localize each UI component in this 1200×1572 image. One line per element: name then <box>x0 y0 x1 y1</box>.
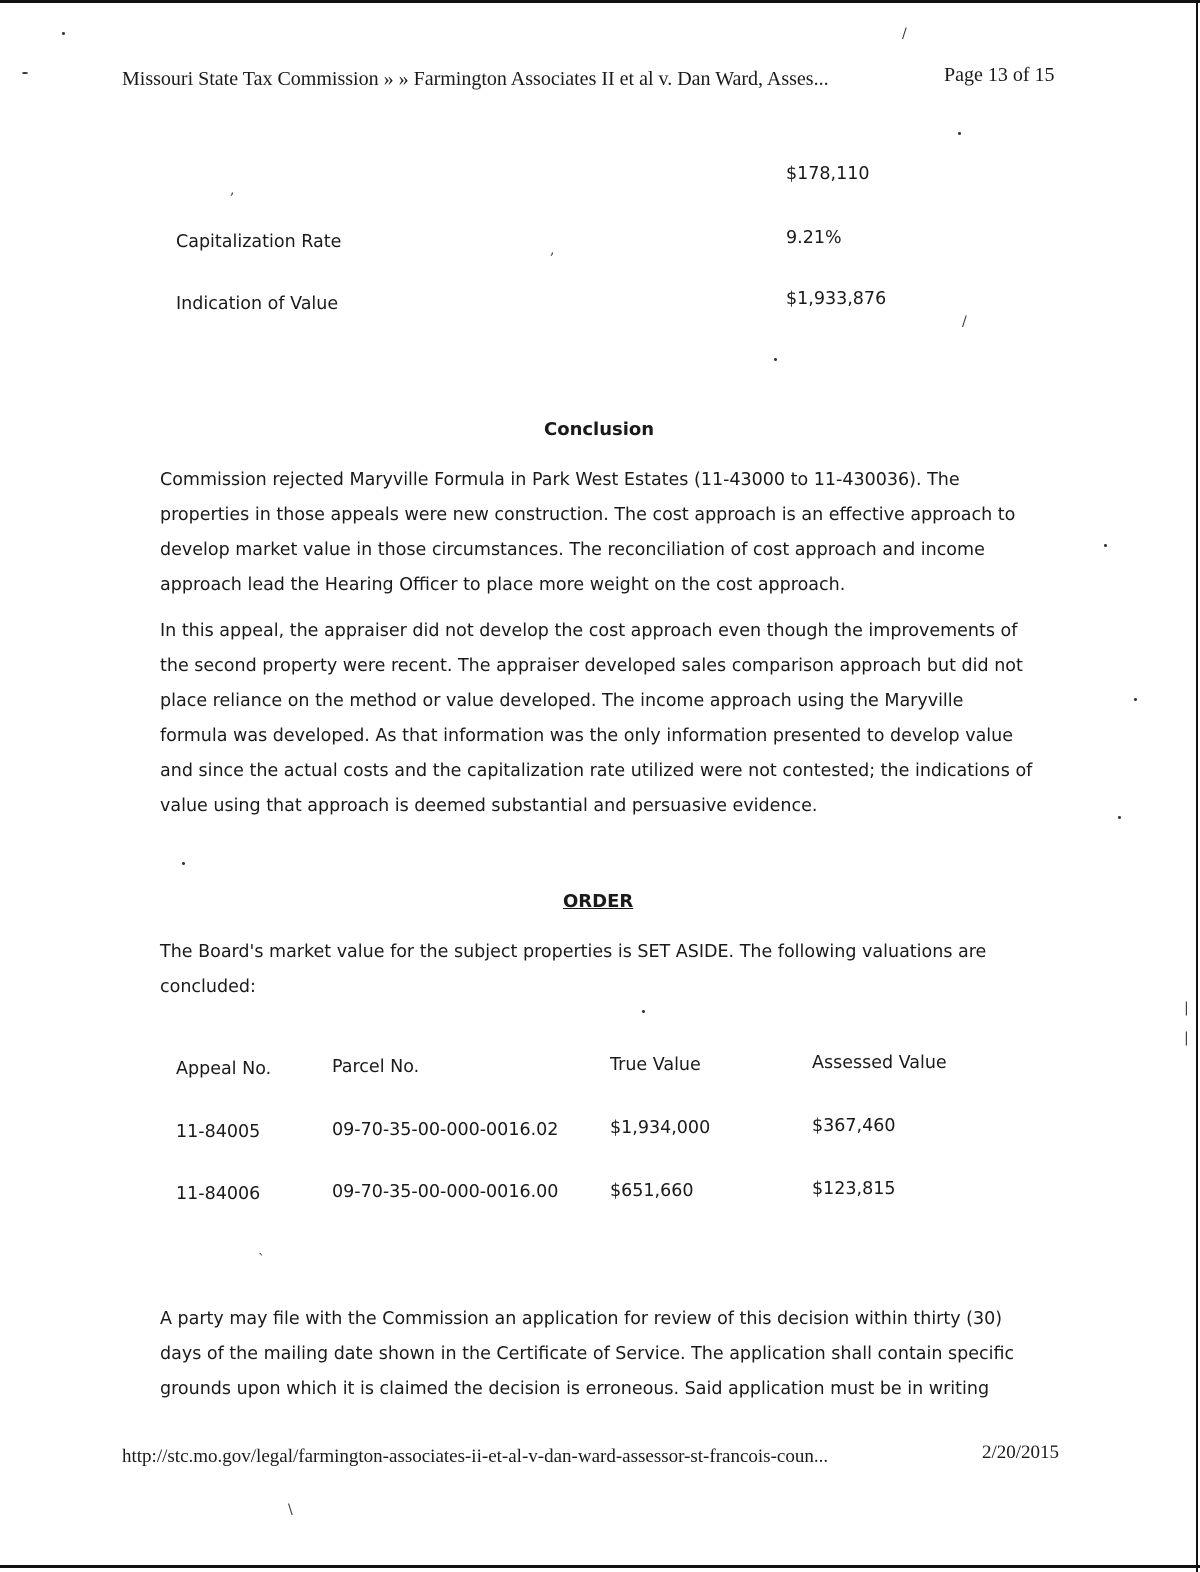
page-right-edge <box>1196 0 1198 1572</box>
order-intro <box>160 935 1060 1005</box>
conclusion-paragraph-1 <box>160 463 1060 603</box>
paragraph-line: concluded: <box>160 977 256 997</box>
paragraph-line: and since the actual costs and the capitalization rate utilized were not contested; the indications of <box>160 761 1033 781</box>
scan-speck <box>22 72 28 74</box>
table-header-parcel: Parcel No. <box>332 1057 420 1077</box>
scan-mark: / <box>962 314 967 330</box>
conclusion-paragraph-2 <box>160 614 1060 824</box>
paragraph-line: properties in those appeals were new construction. The cost approach is an effective approach to <box>160 505 1016 525</box>
true-value: $651,660 <box>610 1181 694 1201</box>
scan-speck <box>1118 816 1121 819</box>
footer-url: http://stc.mo.gov/legal/farmington-associates-ii-et-al-v-dan-ward-assessor-st-francois-coun... <box>122 1446 829 1467</box>
scan-speck <box>958 132 961 135</box>
paragraph-line: place reliance on the method or value developed. The income approach using the Maryville <box>160 691 964 711</box>
table-header-true-value: True Value <box>610 1055 701 1075</box>
paragraph-line: approach lead the Hearing Officer to place more weight on the cost approach. <box>160 575 846 595</box>
scan-mark: ` <box>258 1252 265 1268</box>
table-header-assessed-value: Assessed Value <box>812 1053 947 1073</box>
indication-label: Indication of Value <box>176 294 339 314</box>
scan-mark: , <box>550 242 555 258</box>
paragraph-line: The Board's market value for the subject properties is SET ASIDE. The following valuations are <box>160 942 987 962</box>
order-heading: ORDER <box>563 891 634 912</box>
scan-speck <box>1134 698 1137 701</box>
scan-speck <box>182 862 185 865</box>
paragraph-line: Commission rejected Maryville Formula in Park West Estates (11-43000 to 11-430036). The <box>160 470 960 490</box>
page-bottom-edge <box>0 1565 1200 1568</box>
scan-mark: | <box>1184 1000 1189 1016</box>
paragraph-line: the second property were recent. The appraiser developed sales comparison approach but did not <box>160 656 1023 676</box>
appeal-number: 11-84005 <box>176 1122 261 1142</box>
parcel-number: 09-70-35-00-000-0016.02 <box>332 1120 559 1140</box>
assessed-value: $367,460 <box>812 1116 896 1136</box>
paragraph-line: grounds upon which it is claimed the decision is erroneous. Said application must be in writing <box>160 1379 990 1399</box>
paragraph-line: formula was developed. As that information was the only information presented to develop value <box>160 726 1014 746</box>
cap-rate-value: 9.21% <box>786 228 842 248</box>
assessed-value: $123,815 <box>812 1179 896 1199</box>
cap-rate-label: Capitalization Rate <box>176 232 342 252</box>
table-header-appeal: Appeal No. <box>176 1059 272 1079</box>
header-title: Missouri State Tax Commission » » Farmington Associates II et al v. Dan Ward, Asses... <box>122 68 829 90</box>
scan-mark: \ <box>288 1502 293 1518</box>
scan-mark: | <box>1184 1030 1189 1046</box>
scan-speck <box>642 1010 645 1013</box>
paragraph-line: A party may file with the Commission an application for review of this decision within thirty (30) <box>160 1309 1003 1329</box>
scan-mark: / <box>902 26 907 42</box>
paragraph-line: develop market value in those circumstances. The reconciliation of cost approach and income <box>160 540 985 560</box>
scan-speck <box>1104 544 1107 547</box>
page-number: Page 13 of 15 <box>944 64 1055 86</box>
appeal-number: 11-84006 <box>176 1184 261 1204</box>
paragraph-line: days of the mailing date shown in the Certificate of Service. The application shall contain specific <box>160 1344 1015 1364</box>
scan-speck <box>62 32 65 35</box>
true-value: $1,934,000 <box>610 1118 711 1138</box>
paragraph-line: In this appeal, the appraiser did not develop the cost approach even though the improvements of <box>160 621 1018 641</box>
footer-date: 2/20/2015 <box>982 1442 1060 1463</box>
net-income-value: $178,110 <box>786 164 870 184</box>
paragraph-line: value using that approach is deemed substantial and persuasive evidence. <box>160 796 818 816</box>
scan-mark: , <box>230 182 235 198</box>
indication-value: $1,933,876 <box>786 289 887 309</box>
page-top-edge <box>0 0 1200 9</box>
scan-speck <box>774 358 777 361</box>
parcel-number: 09-70-35-00-000-0016.00 <box>332 1182 559 1202</box>
review-paragraph <box>160 1302 1060 1407</box>
conclusion-heading: Conclusion <box>544 419 655 440</box>
